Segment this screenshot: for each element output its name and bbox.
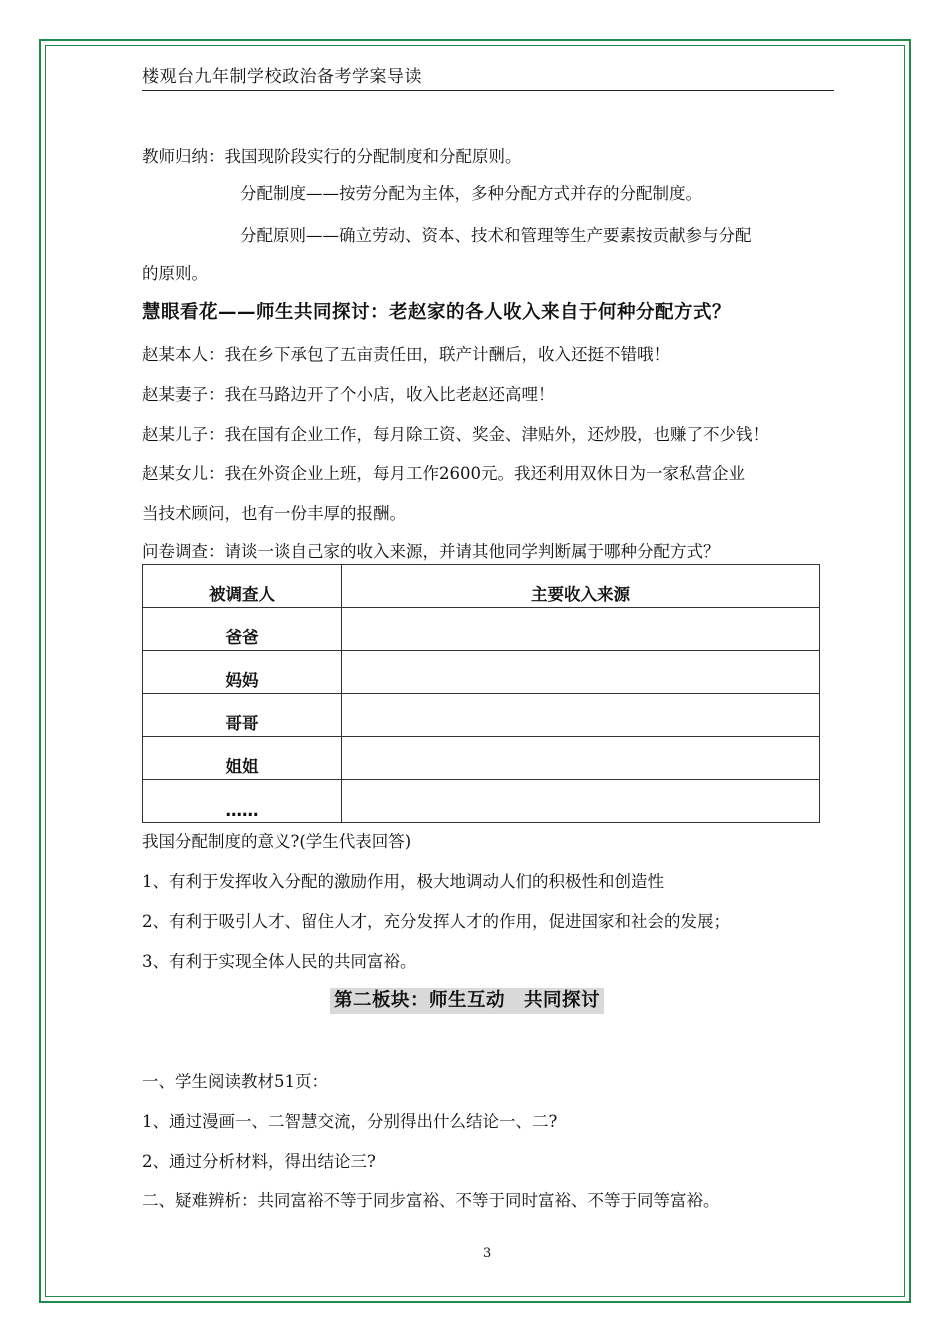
table-row: [143, 737, 820, 780]
person-cell: ……: [143, 780, 342, 823]
survey-table: [142, 564, 820, 823]
discussion-line: 赵某女儿：我在外资企业上班，每月工作2600元。我还利用双休日为一家私营企业: [142, 464, 745, 483]
table-row: [143, 694, 820, 737]
distribution-principle-line2: 的原则。: [142, 264, 208, 283]
income-source-cell[interactable]: [342, 780, 820, 823]
table-row: [143, 651, 820, 694]
page-header: 楼观台九年制学校政治备考学案导读: [142, 64, 834, 91]
teacher-summary-intro: 教师归纳：我国现阶段实行的分配制度和分配原则。: [142, 147, 522, 166]
survey-prompt: 问卷调查：请谈一谈自己家的收入来源，并请其他同学判断属于哪种分配方式？: [142, 542, 720, 561]
discussion-line: 赵某妻子：我在马路边开了个小店，收入比老赵还高哩！: [142, 385, 555, 404]
person-cell: 姐姐: [143, 737, 342, 780]
table-header-row: [143, 565, 820, 608]
discussion-title: 慧眼看花——师生共同探讨：老赵家的各人收入来自于何种分配方式？: [142, 302, 732, 323]
distribution-system: 分配制度——按劳分配为主体，多种分配方式并存的分配制度。: [240, 184, 702, 203]
column-header-income-source: 主要收入来源: [342, 565, 820, 608]
significance-point: 2、有利于吸引人才、留住人才，充分发挥人才的作用，促进国家和社会的发展；: [142, 912, 730, 931]
income-source-cell[interactable]: [342, 694, 820, 737]
significance-point: 1、有利于发挥收入分配的激励作用，极大地调动人们的积极性和创造性: [142, 872, 664, 891]
income-source-cell[interactable]: [342, 608, 820, 651]
discussion-line: 当技术顾问，也有一份丰厚的报酬。: [142, 504, 406, 523]
person-cell: 妈妈: [143, 651, 342, 694]
discussion-line: 赵某本人：我在乡下承包了五亩责任田，联产计酬后，收入还挺不错哦！: [142, 345, 670, 364]
person-cell: 爸爸: [143, 608, 342, 651]
person-cell: 哥哥: [143, 694, 342, 737]
column-header-person: 被调查人: [143, 565, 342, 608]
section2-line: 1、通过漫画一、二智慧交流，分别得出什么结论一、二?: [142, 1112, 558, 1131]
section2-line: 2、通过分析材料，得出结论三?: [142, 1152, 376, 1171]
significance-point: 3、有利于实现全体人民的共同富裕。: [142, 952, 417, 971]
significance-question: 我国分配制度的意义?(学生代表回答): [142, 832, 412, 851]
section2-line: 一、学生阅读教材51页：: [142, 1072, 328, 1091]
income-source-cell[interactable]: [342, 651, 820, 694]
table-row: [143, 780, 820, 823]
page-number: 3: [483, 1246, 492, 1261]
discussion-line: 赵某儿子：我在国有企业工作，每月除工资、奖金、津贴外，还炒股，也赚了不少钱！: [142, 425, 769, 444]
section2-title: 第二板块：师生互动 共同探讨: [330, 988, 604, 1014]
income-source-cell[interactable]: [342, 737, 820, 780]
distribution-principle-line1: 分配原则——确立劳动、资本、技术和管理等生产要素按贡献参与分配: [240, 226, 752, 245]
table-row: [143, 608, 820, 651]
section2-line: 二、疑难辨析：共同富裕不等于同步富裕、不等于同时富裕、不等于同等富裕。: [142, 1191, 720, 1210]
